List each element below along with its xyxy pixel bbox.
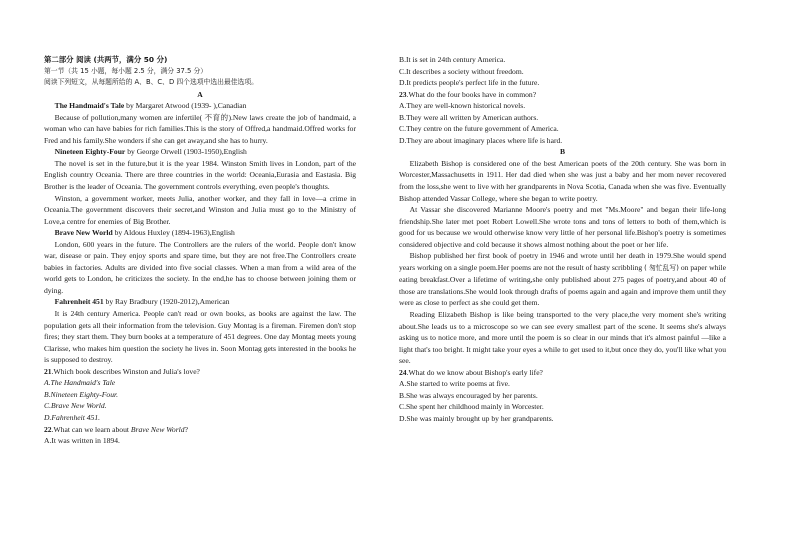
book-title-1: The Handmaid's Tale <box>54 101 125 111</box>
option-24-b: B.She was always encouraged by her parents. <box>399 390 538 400</box>
question-number: 21 <box>44 366 52 376</box>
book-author-4: by Ray Bradbury (1920-2012),American <box>103 297 230 307</box>
passage-a-paragraph-1: Because of pollution,many women are infertile( 不育的).New laws create the job of handmaid, a woman who can have babies for rich families.This is the story of Offred,a handmaid.Offred works for Fred and his family.She wonders if she can get away,and she has to hurry. <box>44 112 356 145</box>
question-text: .What do the four books have in common? <box>406 89 537 99</box>
book-title-2: Nineteen Eighty-Four <box>54 147 126 157</box>
option-22-d: D.It predicts people's perfect life in the future. <box>399 78 540 88</box>
option-23-b: B.They were all written by American authors. <box>399 112 539 122</box>
option-23-c: C.They centre on the future government of America. <box>399 124 559 134</box>
passage-b-paragraph-4: Reading Elizabeth Bishop is like being transported to the very place,the very moment she's writing about.She leads us to a microscope so we can see every smallest part of the scene. It seems she's always asking us to notice more, and more until the poem is so clear in our minds that it's almost painful —like a light that's too bright. It might take your eyes a while to get used to it,but once they do, you'll like what you see. <box>399 310 726 366</box>
option-24-a: A.She started to write poems at five. <box>399 379 510 389</box>
option-21-a: A.The Handmaid's Tale <box>44 378 116 388</box>
question-number: 22 <box>44 424 52 434</box>
passage-a-letter: A <box>197 89 203 99</box>
question-number: 24 <box>399 367 407 377</box>
question-22 <box>44 424 356 436</box>
passage-b-paragraph-3-start: Bishop published her first book of poetry in 1946 and wrote until her death in 1979.She would spend years working on a single poem.Her poems are not the result of hasty scribbling <box>399 251 726 272</box>
passage-b-paragraph-3-end: on paper while eating breakfast.Over a lifetime of writing,she only published about 275 pages of poetry,and about 40 of those are translations.She would look through drafts of poems again and again and improve them until they were as close to perfect as she could get them. <box>399 262 726 308</box>
passage-a-paragraph-5: It is 24th century America. People can't read or own books, as books are against the law. The population gets all their information from the television. Guy Montag is a fireman. Firemen don't stop fires; they start them. They burn books at a temperature of 451 degrees. One day Montag meets young Clarisse, who makes him question the society he lives in. Soon Montag gets interested in the books he is supposed to destroy. <box>44 309 356 365</box>
section-info: 第一节（共 15 小题，每小题 2.5 分，满分 37.5 分） <box>44 66 208 75</box>
chinese-gloss: ( 匆忙乱写) <box>644 263 679 272</box>
book-title-4: Fahrenheit 451 <box>54 297 104 307</box>
question-21 <box>44 366 356 378</box>
book-heading-3 <box>44 227 356 239</box>
book-author-3: by Aldous Huxley (1894-1963),English <box>112 228 235 238</box>
option-24-d: D.She was mainly brought up by her grandparents. <box>399 413 554 423</box>
option-22-b: B.It is set in 24th century America. <box>399 55 506 64</box>
passage-a-paragraph-2: The novel is set in the future,but it is the year 1984. Winston Smith lives in London, part of the English country Oceania. There are three countries in the world: Oceania,Eurasia and Eastasia. Big Brother is the leader of Oceania. The government controls everything, even people's thoughts. <box>44 158 356 192</box>
option-22-c: C.It describes a society without freedom. <box>399 66 524 76</box>
option-22-a: A.It was written in 1894. <box>44 436 120 446</box>
passage-a-paragraph-4: London, 600 years in the future. The Controllers are the rulers of the world. People don't know war, disease or pain. They enjoy sports and spare time, but they are not free.The Controllers create babies in factories. Adults are divided into five social classes. When a man from a wild area of the world gets to London, he criticizes the society. In the end,he has to choose between joining them or dying. <box>44 239 356 295</box>
question-text-end: ? <box>184 424 188 434</box>
question-text: .Which book describes Winston and Julia's love? <box>51 366 200 376</box>
question-number: 23 <box>399 89 407 99</box>
passage-b-paragraph-2: At Vassar she discovered Marianne Moore's poetry and met "Ms.Moore" and began their life-long friendship.She later met poet Robert Lowell.She wrote tons and tons of letters to both of them,which is good for us because we would otherwise know very little of her personal life.Bishop's poetry is sometimes considered objective and cold because it shows almost nothing about the poet or her life. <box>399 205 726 249</box>
question-23 <box>399 89 726 101</box>
book-title-3: Brave New World <box>54 228 113 238</box>
question-text-italic: Brave New World <box>130 424 185 434</box>
book-author-1: by Margaret Atwood (1939- ),Canadian <box>124 101 247 111</box>
option-23-a: A.They are well-known historical novels. <box>399 101 526 111</box>
right-column <box>399 54 726 425</box>
question-text: .What can we learn about <box>51 424 131 434</box>
book-heading-1 <box>44 100 356 112</box>
option-24-c: C.She spent her childhood mainly in Worcester. <box>399 402 544 412</box>
passage-b-paragraph-1: Elizabeth Bishop is considered one of the best American poets of the 20th century. She was born in Worcester,Massachusetts in 1911. Her dad died when she was just a baby and her mom never recovered from the loss,she went to live with her grandparents in Nova Scotia, Canada when she was five. Eventually Bishop attended Vassar College, where she began to write poetry. <box>399 158 726 203</box>
instruction: 阅读下列短文，从每题所给的 A、B、C、D 四个选项中选出最佳选项。 <box>44 78 258 87</box>
book-author-2: by George Orwell (1903-1950),English <box>125 147 247 157</box>
question-24 <box>399 367 726 379</box>
passage-b-letter: B <box>559 147 566 157</box>
passage-b-paragraph-3 <box>399 250 726 309</box>
option-21-d: D.Fahrenheit 451. <box>44 412 101 422</box>
book-heading-2 <box>44 146 356 158</box>
question-text: .What do we know about Bishop's early life? <box>406 367 543 377</box>
passage-a-paragraph-3: Winston, a government worker, meets Julia, another worker, and they fall in love—a crime in Oceania.The government discovers their secret,and Winston and Julia must go to the Ministry of Love,a centre for enemies of Big Brother. <box>44 193 356 226</box>
option-21-b: B.Nineteen Eighty-Four. <box>44 389 119 399</box>
option-21-c: C.Brave New World. <box>44 401 107 411</box>
book-heading-4 <box>44 296 356 308</box>
option-23-d: D.They are about imaginary places where life is hard. <box>399 135 563 145</box>
left-column <box>44 54 356 447</box>
part-title: 第二部分 阅读 (共两节，满分 50 分) <box>44 55 168 64</box>
